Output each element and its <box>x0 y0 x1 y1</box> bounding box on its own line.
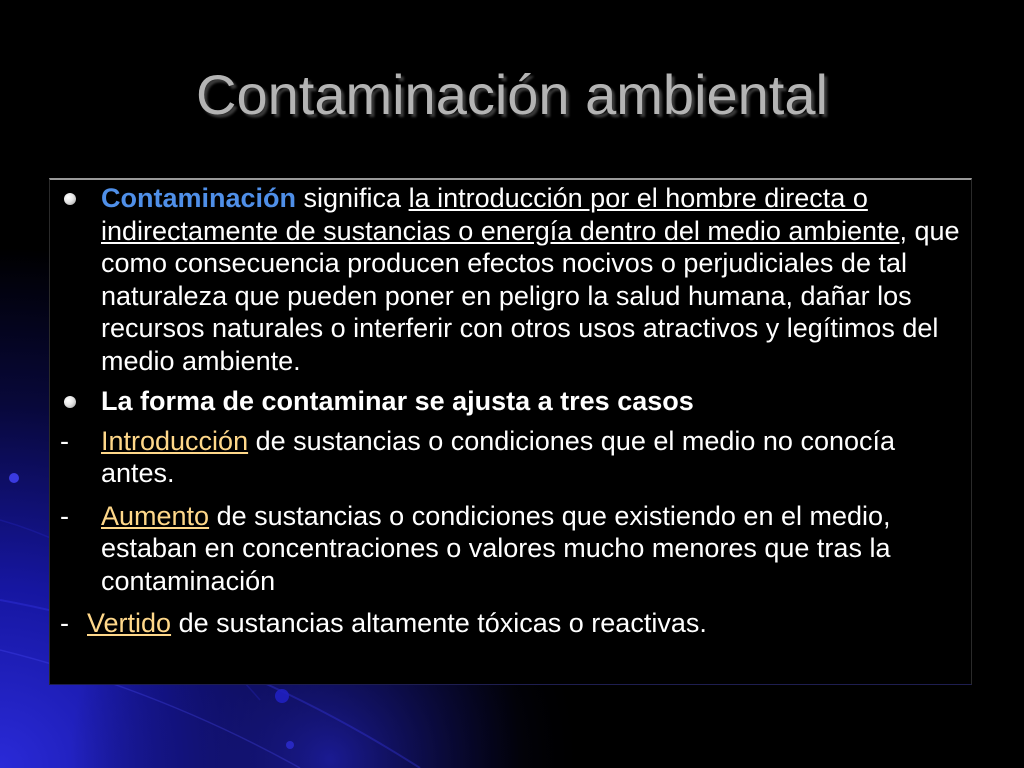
decorative-orb <box>9 473 19 483</box>
slide-body <box>53 182 968 640</box>
case-text: de sustancias o condiciones que existiendo en el medio, estaban en concentraciones o valores mucho menores que tras la contaminación <box>101 500 891 596</box>
decorative-orb <box>286 741 294 749</box>
cases-heading-text: La forma de contaminar se ajusta a tres casos <box>101 386 694 416</box>
slide-title: Contaminación ambiental <box>196 63 828 126</box>
case-keyword-introduccion: Introducción <box>101 425 249 456</box>
case-text: de sustancias altamente tóxicas o reactivas. <box>171 608 707 638</box>
dash-marker: - <box>60 608 69 638</box>
bullet-icon <box>64 193 76 205</box>
case-keyword-aumento: Aumento <box>101 500 210 531</box>
case-item-vertido <box>53 607 968 640</box>
dash-marker: - <box>60 500 69 531</box>
case-text: de sustancias o condiciones que el medio no conocía antes. <box>101 425 896 488</box>
definition-underlined: la introducción por el hombre directa o indirectamente de sustancias o energía dentro del medio ambiente <box>101 183 900 246</box>
definition-verb: significa <box>296 183 409 213</box>
bullet-definition <box>53 182 968 377</box>
bullet-cases-heading <box>53 385 968 418</box>
term-contaminacion: Contaminación <box>101 183 297 213</box>
decorative-orb <box>275 689 289 703</box>
case-item-introduccion <box>53 425 968 490</box>
case-keyword-vertido: Vertido <box>87 608 172 638</box>
bullet-icon <box>64 396 76 408</box>
definition-rest: , que como consecuencia producen efectos nocivos o perjudiciales de tal naturaleza que pueden poner en peligro la salud humana, dañar los recursos naturales o interferir con otros usos atractivos y legítimos del medio ambiente. <box>101 215 960 376</box>
case-item-aumento <box>53 500 968 598</box>
dash-marker: - <box>60 425 69 456</box>
